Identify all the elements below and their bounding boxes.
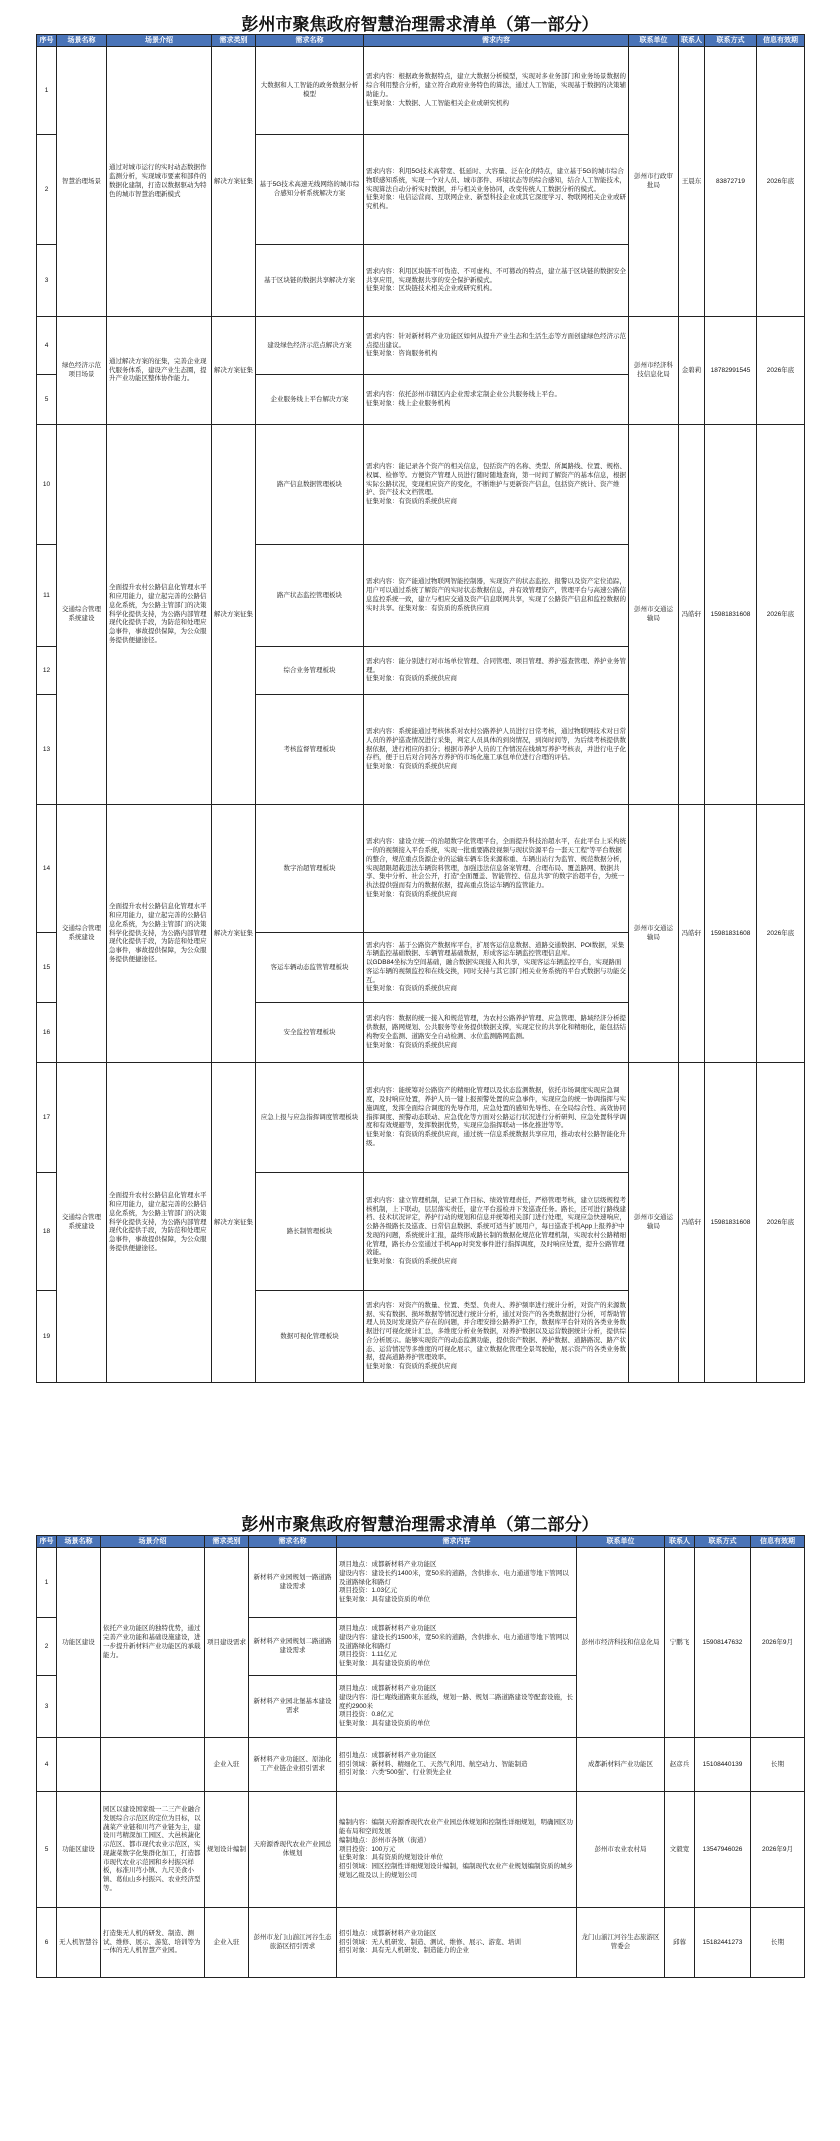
cell-no: 10 bbox=[37, 425, 57, 545]
cell-content: 项目地点：成都新材料产业功能区 建设内容：建设长约1500米，宽50米的道路，含供排水、电力通道等地下管网以及道路绿化和路灯 项目投资：1.11亿元 征集对象：具有建设资质的单位 bbox=[337, 1618, 577, 1676]
column-header: 场景介绍 bbox=[101, 1536, 205, 1548]
cell-scene: 交通综合管理系统建设 bbox=[57, 425, 107, 805]
cell-phone: 15981831608 bbox=[705, 1063, 757, 1383]
part1-title: 彭州市聚焦政府智慧治理需求清单（第一部分） bbox=[241, 15, 599, 35]
cell-intro: 全面提升农村公路信息化管理水平和应用能力，建立起完善的公路信息化系统，为公路主管部门的决策科学化提供支持，为公路内部管理现代化提供手段，为防范和处理应急事件，事故提供保障，为公众服务提供便捷途径。 bbox=[107, 805, 212, 1063]
cell-no: 11 bbox=[37, 545, 57, 647]
cell-no: 13 bbox=[37, 695, 57, 805]
table-row bbox=[37, 1063, 805, 1173]
cell-phone: 15108440139 bbox=[695, 1738, 751, 1792]
cell-no: 4 bbox=[37, 1738, 57, 1792]
column-header: 信息有效期 bbox=[751, 1536, 805, 1548]
table-row bbox=[37, 805, 805, 933]
cell-person: 冯皓轩 bbox=[679, 425, 705, 805]
cell-name: 路产状态监控管理板块 bbox=[256, 545, 364, 647]
cell-valid: 2026年底 bbox=[757, 425, 805, 805]
cell-scene: 功能区建设 bbox=[57, 1548, 101, 1738]
cell-content: 需求内容：利用5G技术高带宽、低延时、大容量、泛在化的特点，建立基于5G的城市综合物联感知系统，实现一个对人员、城市部件、环境状态等的综合感知，结合人工智能技术，实现算法自动分析实时数据，并与相关业务协同，改变传统人工数据分析的模式。 征集对象：电信运营商、互联网企业、新型科技企业或其它深度学习、物联网相关企业或研究机构。 bbox=[364, 135, 629, 245]
part2-table bbox=[36, 1535, 805, 1978]
cell-no: 19 bbox=[37, 1291, 57, 1383]
cell-content: 需求内容：利用区块链不可伪造、不可虚构、不可篡改的特点，建立基于区块链的数据安全共享应用，实现数据共享的安全保护新模式。 征集对象：区块链技术相关企业或研究机构。 bbox=[364, 245, 629, 317]
cell-intro bbox=[101, 1738, 205, 1792]
table-row bbox=[37, 1548, 805, 1618]
cell-phone: 83872719 bbox=[705, 47, 757, 317]
cell-intro: 打造集无人机的研发、制造、测试、维修、展示、游览、培训等为一体的无人机智慧产业园。 bbox=[101, 1908, 205, 1978]
cell-cat: 解决方案征集 bbox=[212, 425, 256, 805]
cell-unit: 彭州市交通运输局 bbox=[629, 1063, 679, 1383]
column-header: 场景介绍 bbox=[107, 35, 212, 47]
table-row bbox=[37, 47, 805, 135]
cell-name: 天府源香现代农业产业园总体规划 bbox=[249, 1792, 337, 1908]
cell-no: 17 bbox=[37, 1063, 57, 1173]
cell-name: 路产信息数据管理板块 bbox=[256, 425, 364, 545]
cell-content: 需求内容：资产能通过物联网智能控制器，实现资产的状态监控、报警以及资产定位追踪，用户可以通过系统了解资产的实时状态数据信息，并有效管理资产，管理平台与高速公路信息监控系统一致，建立与相应交通及资产信息联网共享，实现了公路资产信息和监控数据的实时共享。征集对象：有资质的系统供应商 bbox=[364, 545, 629, 647]
cell-no: 3 bbox=[37, 245, 57, 317]
cell-content: 需求内容：建立管理机制，记录工作目标、绩效管理责任，严格管理考核，建立层级规程考核机制，上下联动，层层落实责任，建立平台巡检并下发巡查任务。路长，还可进行路线建档、技术状况评定，养护行动的规划和信息并统筹相关部门进行处理，实现应急快速响应，公路各级路长及巡查、日常信息数据、系统可适当扩展用户，每日巡查手机App上报养护中发现的问题，系统统计汇报，最终形成路长制的数据化规范化管理机制，实现农村公路精细化管理，路长办公室通过手机App对突发事件进行指挥调度，及时响应处置，提升公路管理效能。 征集对象：有资质的系统供应商 bbox=[364, 1173, 629, 1291]
cell-intro: 全面提升农村公路信息化管理水平和应用能力，建立起完善的公路信息化系统，为公路主管部门的决策科学化提供支持，为公路内部管理现代化提供手段，为防范和处理应急事件，事故提供保障，为公众服务提供便捷途径。 bbox=[107, 1063, 212, 1383]
cell-person: 冯皓轩 bbox=[679, 805, 705, 1063]
column-header: 需求名称 bbox=[249, 1536, 337, 1548]
cell-cat: 解决方案征集 bbox=[212, 1063, 256, 1383]
cell-content: 招引地点：成都新材料产业功能区 招引领域：无人机研发、制造、测试、维修、展示、游览、培训 招引对象：具有无人机研发、制造能力的企业 bbox=[337, 1908, 577, 1978]
cell-valid: 2026年底 bbox=[757, 1063, 805, 1383]
cell-no: 16 bbox=[37, 1003, 57, 1063]
table-row bbox=[37, 1908, 805, 1978]
cell-content: 需求内容：建设立统一的治超数字化管理平台，全面提升科技治超水平，在此平台上采构统一的的视频接入平台系统，实现一批重要路段视频与现状资源平台一套天工程"等平台数据的整合，规范重点货源企业的运输车辆车货来源称重、车辆出站行为监管、规范数据分析，实现超限超载违法车辆资料管理，加强违法信息备案管理、合理布局、覆盖路网、数据共享、集中分析、社会公开，打造"全面覆盖、智能管控、信息共享"的数字治超平台，为统一执法提供强而有力的数据依据，提高重点货运车辆的监管能力。 征集对象：有资质的系统供应商 bbox=[364, 805, 629, 933]
column-header: 需求类别 bbox=[205, 1536, 249, 1548]
cell-unit: 龙门山湔江河谷生态旅游区管委会 bbox=[577, 1908, 665, 1978]
cell-intro: 全面提升农村公路信息化管理水平和应用能力，建立起完善的公路信息化系统，为公路主管部门的决策科学化提供支持，为公路内部管理现代化提供手段，为防范和处理应急事件，事故提供保障，为公众服务提供便捷途径。 bbox=[107, 425, 212, 805]
column-header: 信息有效期 bbox=[757, 35, 805, 47]
cell-intro: 通过对城市运行的实时动态数据作监测分析，实现城市要素和部件的数据化建制，打造以数据驱动为特色的城市智慧治理新模式 bbox=[107, 47, 212, 317]
column-header: 联系人 bbox=[679, 35, 705, 47]
cell-unit: 彭州市行政审批局 bbox=[629, 47, 679, 317]
cell-content: 需求内容：依托彭州市辖区内企业需求定制企业公共服务线上平台。 征集对象：线上企业服务机构 bbox=[364, 375, 629, 425]
cell-no: 15 bbox=[37, 933, 57, 1003]
cell-scene: 绿色经济示范项目场景 bbox=[57, 317, 107, 425]
column-header: 需求内容 bbox=[364, 35, 629, 47]
cell-content: 需求内容：对资产的数量、位置、类型、负责人、养护频率进行统计分析，对资产的来源数据、实有数据、损坏数据等情况进行统计分析，通过对资产的各类数据进行分析，可帮助管理人员及时发现资产存在的问题，并合理安排公路养护工作，数据库平台针对的各类业务数据进行可视化统计汇总，多维度分析业务数据，对养护数据以及运营数据统计分析，提供综合分析展示。能够实现资产的动态监测功能，提供资产数据、养护数据、道路路况、路产状态、运营情况等多维度的可视化展示，建立数据化管理全景驾驶舱，展示资产的各类业务数据，提高道路养护管理效率。 征集对象：有资质的系统供应商 bbox=[364, 1291, 629, 1383]
cell-no: 5 bbox=[37, 375, 57, 425]
cell-name: 数字治超管理板块 bbox=[256, 805, 364, 933]
table-row bbox=[37, 1792, 805, 1908]
cell-content: 需求内容：基于公路资产数据库平台，扩展客运信息数据、道路交通数据、POI数据，采集车辆监控基础数据、车辆管理基础数据，形成客运车辆监控管理信息库。 以GDB84坐标为空间基础，融合数据实现接入和共享，实现客运车辆监控平台，实现路面客运车辆的视频监控和在线交换，同时支持与其它部门相关业务系统的平台式数据与功能交互。 征集对象：有资质的系统供应商 bbox=[364, 933, 629, 1003]
cell-intro: 依托产业功能区的独特优势，通过完善产业功能和基础设施建设，进一步提升新材料产业功能区的承载能力。 bbox=[101, 1548, 205, 1738]
column-header: 联系方式 bbox=[705, 35, 757, 47]
cell-name: 路长制管理板块 bbox=[256, 1173, 364, 1291]
column-header: 序号 bbox=[37, 35, 57, 47]
cell-no: 4 bbox=[37, 317, 57, 375]
cell-content: 编制内容：编制天府源香现代农业产业园总体规划和控制性详细规划，明确园区功能布局和空间发展 编制地点：彭州市各镇（街道） 项目投资：100万元 征集对象：具有资质的规划设计单位 招引领域：园区控制性详细规划设计编制，编制现代农业产业规划编制资质的城乡规划乙级及以上的规划公司 bbox=[337, 1792, 577, 1908]
cell-content: 需求内容：针对新材料产业功能区如何从提升产业生态和生活生态等方面创建绿色经济示范点提出建议。 征集对象：咨询服务机构 bbox=[364, 317, 629, 375]
cell-phone: 15981831608 bbox=[705, 805, 757, 1063]
cell-name: 新材料产业园规划二路道路建设需求 bbox=[249, 1618, 337, 1676]
cell-name: 大数据和人工智能的政务数据分析模型 bbox=[256, 47, 364, 135]
cell-valid: 长期 bbox=[751, 1908, 805, 1978]
cell-no: 18 bbox=[37, 1173, 57, 1291]
part2-body bbox=[37, 1548, 805, 1978]
cell-scene: 功能区建设 bbox=[57, 1792, 101, 1908]
cell-cat: 解决方案征集 bbox=[212, 805, 256, 1063]
cell-valid: 2026年底 bbox=[757, 317, 805, 425]
column-header: 联系单位 bbox=[577, 1536, 665, 1548]
column-header: 场景名称 bbox=[57, 1536, 101, 1548]
cell-no: 1 bbox=[37, 47, 57, 135]
column-header: 联系人 bbox=[665, 1536, 695, 1548]
cell-no: 12 bbox=[37, 647, 57, 695]
table-row bbox=[37, 1738, 805, 1792]
part1-header-row bbox=[37, 35, 805, 47]
table-row bbox=[37, 317, 805, 375]
cell-unit: 成都新材料产业功能区 bbox=[577, 1738, 665, 1792]
cell-valid: 2026年底 bbox=[757, 805, 805, 1063]
cell-cat: 规划设计编制 bbox=[205, 1792, 249, 1908]
cell-no: 1 bbox=[37, 1548, 57, 1618]
cell-phone: 15182441273 bbox=[695, 1908, 751, 1978]
cell-person: 金碧莉 bbox=[679, 317, 705, 425]
cell-content: 需求内容：数据的统一接入和规范管理，为农村公路养护管理、应急管理、路域经济分析提供数据，路网规划、公共服务等业务提供数据支撑，实现定位的共享化和精细化，能包括结构物安全监测、道路安全自动检测、水位监测路网监测。 征集对象：有资质的系统供应商 bbox=[364, 1003, 629, 1063]
cell-unit: 彭州市经济科技信息化局 bbox=[629, 317, 679, 425]
cell-no: 3 bbox=[37, 1676, 57, 1738]
cell-no: 2 bbox=[37, 135, 57, 245]
cell-person: 王晨东 bbox=[679, 47, 705, 317]
cell-phone: 18782991545 bbox=[705, 317, 757, 425]
cell-phone: 13547946026 bbox=[695, 1792, 751, 1908]
cell-unit: 彭州市交通运输局 bbox=[629, 425, 679, 805]
cell-scene: 交通综合管理系统建设 bbox=[57, 805, 107, 1063]
cell-valid: 长期 bbox=[751, 1738, 805, 1792]
cell-person: 邱蓉 bbox=[665, 1908, 695, 1978]
cell-scene: 智慧治理场景 bbox=[57, 47, 107, 317]
cell-scene: 无人机智慧谷 bbox=[57, 1908, 101, 1978]
cell-name: 考核监督管理板块 bbox=[256, 695, 364, 805]
cell-name: 综合业务管理板块 bbox=[256, 647, 364, 695]
cell-cat: 企业入驻 bbox=[205, 1738, 249, 1792]
cell-content: 需求内容：系统能通过考核体系对农村公路养护人员进行日常考核，通过物联网技术对日常人员的养护巡查情况进行采集，判定人员具体的到岗情况，到岗时间等，为后续考核提供数据依据，进行相应的扣分；根据市养护人员的工作情况在线填写养护考核表，并进行电子化存档，便于日后对合同各方养护的市场化施工承包单位进行合理的评估。 征集对象：有资质的系统供应商 bbox=[364, 695, 629, 805]
cell-name: 应急上报与应急指挥调度管理板块 bbox=[256, 1063, 364, 1173]
cell-content: 项目地点：成都新材料产业功能区 建设内容：建设长约1400米，宽50米的道路，含供排水、电力通道等地下管网以及道路绿化和路灯 项目投资：1.03亿元 征集对象：具有建设资质的单位 bbox=[337, 1548, 577, 1618]
cell-unit: 彭州市经济科技和信息化局 bbox=[577, 1548, 665, 1738]
cell-name: 基于区块链的数据共享解决方案 bbox=[256, 245, 364, 317]
cell-name: 新材料产业园北堡基本建设需求 bbox=[249, 1676, 337, 1738]
cell-content: 需求内容：根据政务数据特点，建立大数据分析模型，实现对多业务部门和业务场景数据的综合利用整合分析，建立符合政府业务特色的算法，通过人工智能，实现基于数据的决策辅助能力。 征集对象：大数据、人工智能相关企业或研究机构 bbox=[364, 47, 629, 135]
part1-body bbox=[37, 47, 805, 1383]
cell-content: 项目地点：成都新材料产业功能区 建设内容：沿仁庵线道路東东延线，规划一路、规划二路道路建设等配套设施，长度约2900米 项目投资：0.8亿元 征集对象：具有建设资质的单位 bbox=[337, 1676, 577, 1738]
cell-no: 5 bbox=[37, 1792, 57, 1908]
cell-person: 冯皓轩 bbox=[679, 1063, 705, 1383]
cell-phone: 15908147632 bbox=[695, 1548, 751, 1738]
cell-name: 彭州市龙门山湔江河谷生态旅游区招引需求 bbox=[249, 1908, 337, 1978]
cell-no: 2 bbox=[37, 1618, 57, 1676]
cell-no: 6 bbox=[37, 1908, 57, 1978]
cell-person: 文毅宽 bbox=[665, 1792, 695, 1908]
part2-header-row bbox=[37, 1536, 805, 1548]
cell-valid: 2026年底 bbox=[757, 47, 805, 317]
column-header: 场景名称 bbox=[57, 35, 107, 47]
cell-intro: 通过解决方案的征集，完善企业现代服务体系，建设产业生态圈，提升产业功能区整体协作能力。 bbox=[107, 317, 212, 425]
part2-title: 彭州市聚焦政府智慧治理需求清单（第二部分） bbox=[241, 1515, 599, 1535]
cell-valid: 2026年9月 bbox=[751, 1548, 805, 1738]
cell-phone: 15981831608 bbox=[705, 425, 757, 805]
cell-name: 安全监控管理板块 bbox=[256, 1003, 364, 1063]
cell-valid: 2026年9月 bbox=[751, 1792, 805, 1908]
column-header: 需求内容 bbox=[337, 1536, 577, 1548]
cell-unit: 彭州市农业农村局 bbox=[577, 1792, 665, 1908]
table-row bbox=[37, 425, 805, 545]
cell-cat: 项目建设需求 bbox=[205, 1548, 249, 1738]
cell-content: 需求内容：能统筹对公路资产的精细化管理以及状态监测数据，依托市场调度实现应急调度，及时响应处置，养护人员一键上报预警处置的应急事件，实现应急的统一协调指挥与实施调度，发挥全面综合调度的先导作用，应急处置的感知先导性、在全局综合性、高效协同指挥调度、预警动态联动、应急优化等方面对公路运行状况进行分析研判、应急处置科学调度和有效规避等，发挥数据优势，实现应急指挥联动一体化推进等等。 征集对象：有资质的系统供应商，通过统一信息系统数据共享应用，推动农村公路智能化升级。 bbox=[364, 1063, 629, 1173]
cell-name: 新材料产业功能区、原油化工产业链企业招引需求 bbox=[249, 1738, 337, 1792]
cell-name: 企业服务线上平台解决方案 bbox=[256, 375, 364, 425]
cell-name: 客运车辆动态监管管理板块 bbox=[256, 933, 364, 1003]
cell-name: 建设绿色经济示范点解决方案 bbox=[256, 317, 364, 375]
cell-cat: 解决方案征集 bbox=[212, 47, 256, 317]
cell-content: 招引地点：成都新材料产业功能区 招引领域：新材料、精细化工、天然气利用、航空动力、智能制造 招引对象：六类“500强”、行业领先企业 bbox=[337, 1738, 577, 1792]
cell-no: 14 bbox=[37, 805, 57, 933]
column-header: 需求类别 bbox=[212, 35, 256, 47]
cell-name: 新材料产业园规划一路道路建设需求 bbox=[249, 1548, 337, 1618]
cell-person: 赵彦兵 bbox=[665, 1738, 695, 1792]
column-header: 需求名称 bbox=[256, 35, 364, 47]
column-header: 联系方式 bbox=[695, 1536, 751, 1548]
cell-intro: 园区以建设国家级一二三产业融合发展综合示范区的定位为目标，以蔬菜产业链和川芎产业链为主，建设川芎精深加工园区、大邑核蔬化示范区、都市现代农业示范区，实现蔬菜数字化集群化加工，打造都市现代农业示范园和乡村振兴样板，标准川芎小镇、九尺美食小镇、葛仙山乡村振兴、农业经济型等。 bbox=[101, 1792, 205, 1908]
cell-scene: 交通综合管理系统建设 bbox=[57, 1063, 107, 1383]
cell-scene bbox=[57, 1738, 101, 1792]
cell-name: 数据可视化管理板块 bbox=[256, 1291, 364, 1383]
cell-person: 宁鹏飞 bbox=[665, 1548, 695, 1738]
part1-table bbox=[36, 34, 805, 1383]
cell-cat: 企业入驻 bbox=[205, 1908, 249, 1978]
cell-unit: 彭州市交通运输局 bbox=[629, 805, 679, 1063]
cell-content: 需求内容：能记录各个资产的相关信息，包括资产的名称、类型、所属路线、位置、规格、权属、检修等。方便资产管理人员进行随时随地查询，第一时间了解资产的基本信息，根据实际公路状况，变现相应资产的变化，不断维护与更新资产信息，包括资产统计、资产维护、资产技术文档管理。 征集对象：有资质的系统供应商 bbox=[364, 425, 629, 545]
column-header: 联系单位 bbox=[629, 35, 679, 47]
column-header: 序号 bbox=[37, 1536, 57, 1548]
cell-name: 基于5G技术高速无线网络的城市综合感知分析系统解决方案 bbox=[256, 135, 364, 245]
cell-content: 需求内容：能分别进行对市场单位管理、合同管理、项目管理、养护巡查管理、养护业务管理。 征集对象：有资质的系统供应商 bbox=[364, 647, 629, 695]
cell-cat: 解决方案征集 bbox=[212, 317, 256, 425]
